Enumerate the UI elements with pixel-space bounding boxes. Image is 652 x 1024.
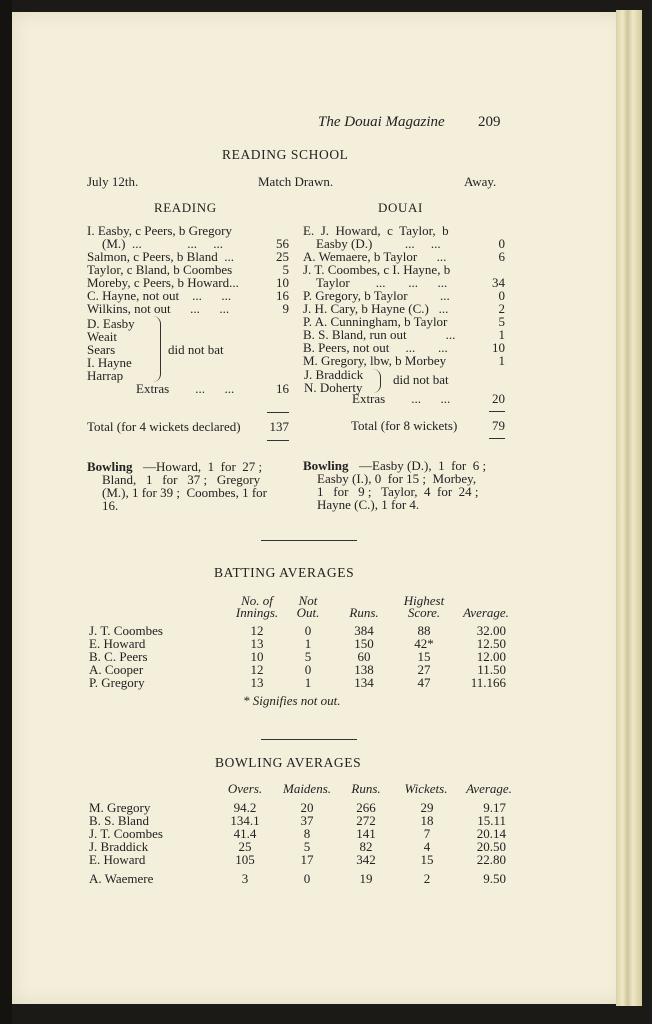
bowling-row-overs: 105 bbox=[235, 852, 255, 867]
reading-bowling-label: Bowling bbox=[87, 459, 133, 474]
douai-total-value: 79 bbox=[492, 418, 505, 433]
section-title: READING SCHOOL bbox=[222, 147, 349, 162]
batting-row-not-out: 5 bbox=[304, 649, 312, 664]
douai-batsman-line: B. Peers, not out ... ... bbox=[303, 340, 448, 355]
batting-row-runs: 150 bbox=[354, 636, 374, 651]
batting-row-innings: 13 bbox=[250, 675, 264, 690]
bowl-header-wickets: Wickets. bbox=[404, 781, 448, 796]
bowling-row-runs: 342 bbox=[356, 852, 376, 867]
douai-total-rule-top bbox=[489, 411, 505, 412]
douai-batsman-line: B. S. Bland, run out ... bbox=[303, 327, 456, 342]
bat-header-highest-2: Score. bbox=[407, 605, 441, 620]
bowling-row-wickets: 29 bbox=[420, 800, 434, 815]
bat-header-innings-1: No. of bbox=[241, 593, 273, 608]
batting-row-runs: 134 bbox=[354, 675, 374, 690]
bowling-row-wickets: 7 bbox=[423, 826, 431, 841]
douai-heading: DOUAI bbox=[378, 200, 423, 215]
bowling-row-maidens: 8 bbox=[303, 826, 311, 841]
bowling-row-maidens: 37 bbox=[300, 813, 314, 828]
douai-batsman-runs: 0 bbox=[498, 288, 505, 303]
douai-dnb-name-1: J. Braddick bbox=[304, 367, 364, 382]
reading-bowling-line-4: 16. bbox=[102, 498, 119, 513]
reading-batsman-line: I. Easby, c Peers, b Gregory bbox=[87, 223, 232, 238]
douai-bowling-label: Bowling bbox=[303, 458, 349, 473]
reading-bowling-line-2: Bland, 1 for 37 ; Gregory bbox=[102, 472, 261, 487]
douai-batsman-line: M. Gregory, lbw, b Morbey bbox=[303, 353, 447, 368]
bowling-row-maidens: 17 bbox=[300, 852, 314, 867]
section-divider-1 bbox=[261, 540, 357, 541]
reading-batsman-line: (M.) ... ... ... bbox=[102, 236, 223, 251]
reading-total-rule-top bbox=[267, 412, 289, 413]
douai-dnb-label: did not bat bbox=[393, 372, 449, 387]
bat-header-highest-1: Highest bbox=[403, 593, 445, 608]
batting-row-runs: 60 bbox=[357, 649, 371, 664]
douai-total-label: Total (for 8 wickets) bbox=[351, 418, 458, 433]
reading-dnb-name: Sears bbox=[87, 342, 116, 357]
reading-batsman-line: Moreby, c Peers, b Howard... bbox=[87, 275, 239, 290]
bat-header-runs: Runs. bbox=[349, 605, 379, 620]
bowling-row-runs: 19 bbox=[359, 871, 373, 886]
batting-row-name: J. T. Coombes bbox=[89, 623, 163, 638]
reading-batsman-runs: 16 bbox=[276, 288, 289, 303]
douai-total-rule-bottom bbox=[489, 438, 505, 439]
bat-header-average: Average. bbox=[463, 605, 509, 620]
batting-row-highest: 27 bbox=[417, 662, 431, 677]
reading-batsman-runs: 25 bbox=[276, 249, 289, 264]
reading-dnb-name: Harrap bbox=[87, 368, 124, 383]
batting-row-not-out: 0 bbox=[304, 623, 312, 638]
bowling-row-maidens: 5 bbox=[303, 839, 311, 854]
douai-batsman-line: J. T. Coombes, c I. Hayne, b bbox=[303, 262, 451, 277]
douai-bowling-line-4: Hayne (C.), 1 for 4. bbox=[317, 497, 420, 512]
bowling-row-name: E. Howard bbox=[89, 852, 146, 867]
batting-row-not-out: 1 bbox=[304, 675, 312, 690]
bowling-row-wickets: 18 bbox=[420, 813, 434, 828]
batting-row-runs: 384 bbox=[354, 623, 374, 638]
bowling-row-runs: 266 bbox=[356, 800, 376, 815]
batting-row-not-out: 1 bbox=[304, 636, 312, 651]
bat-header-notout-2: Out. bbox=[296, 605, 320, 620]
douai-batsman-line: P. A. Cunningham, b Taylor bbox=[303, 314, 448, 329]
reading-batsman-line: Salmon, c Peers, b Bland ... bbox=[87, 249, 234, 264]
reading-batsman-runs: 56 bbox=[276, 236, 289, 251]
douai-batsman-line: Easby (D.) ... ... bbox=[316, 236, 441, 251]
journal-title: The Douai Magazine bbox=[318, 114, 445, 130]
douai-batsman-line: Taylor ... ... ... bbox=[316, 275, 448, 290]
douai-batsman-runs: 10 bbox=[492, 340, 505, 355]
batting-row-name: A. Cooper bbox=[89, 662, 144, 677]
batting-row-innings: 12 bbox=[250, 662, 264, 677]
bowling-row-name: B. S. Bland bbox=[89, 813, 149, 828]
douai-bowling-line-3: 1 for 9 ; Taylor, 4 for 24 ; bbox=[317, 484, 479, 499]
bowling-row-name: J. Braddick bbox=[89, 839, 149, 854]
batting-row-innings: 13 bbox=[250, 636, 264, 651]
douai-batsman-line: P. Gregory, b Taylor ... bbox=[303, 288, 450, 303]
reading-batsman-line: C. Hayne, not out ... ... bbox=[87, 288, 232, 303]
bowling-row-name: J. T. Coombes bbox=[89, 826, 163, 841]
bowling-row-wickets: 15 bbox=[420, 852, 434, 867]
reading-batsman-line: Wilkins, not out ... ... bbox=[87, 301, 230, 316]
douai-batsman-runs: 1 bbox=[498, 327, 505, 342]
bowling-row-average: 20.50 bbox=[476, 839, 506, 854]
batting-row-highest: 47 bbox=[417, 675, 431, 690]
douai-bowling-line-2: Easby (I.), 0 for 15 ; Morbey, bbox=[317, 471, 477, 486]
douai-batsman-runs: 6 bbox=[498, 249, 505, 264]
reading-extras-value: 16 bbox=[276, 381, 289, 396]
batting-row-average: 32.00 bbox=[476, 623, 506, 638]
batting-row-name: P. Gregory bbox=[89, 675, 145, 690]
douai-batsman-runs: 5 bbox=[498, 314, 505, 329]
reading-batsman-runs: 9 bbox=[282, 301, 289, 316]
douai-dnb-brace bbox=[372, 369, 381, 393]
douai-batsman-line: E. J. Howard, c Taylor, b bbox=[303, 223, 449, 238]
bowling-row-runs: 141 bbox=[356, 826, 376, 841]
douai-bowling-line-1: —Easby (D.), 1 for 6 ; bbox=[359, 458, 487, 473]
bat-header-notout-1: Not bbox=[298, 593, 318, 608]
reading-bowling-line-3: (M.), 1 for 39 ; Coombes, 1 for bbox=[102, 485, 268, 500]
batting-row-innings: 10 bbox=[250, 649, 264, 664]
reading-dnb-name: Weait bbox=[87, 329, 117, 344]
bowling-row-runs: 272 bbox=[356, 813, 376, 828]
douai-batsman-runs: 1 bbox=[498, 353, 505, 368]
bowling-row-maidens: 20 bbox=[300, 800, 314, 815]
bowling-row-runs: 82 bbox=[359, 839, 373, 854]
reading-bowling-line-1: —Howard, 1 for 27 ; bbox=[143, 459, 263, 474]
match-result: Match Drawn. bbox=[258, 174, 334, 189]
reading-dnb-brace bbox=[152, 316, 161, 382]
reading-total-value: 137 bbox=[269, 419, 289, 434]
batting-row-average: 12.00 bbox=[476, 649, 506, 664]
bowling-row-overs: 25 bbox=[238, 839, 252, 854]
douai-batsman-line: J. H. Cary, b Hayne (C.) ... bbox=[303, 301, 449, 316]
reading-total-rule-bottom bbox=[267, 440, 289, 441]
batting-row-name: E. Howard bbox=[89, 636, 146, 651]
page-left-edge bbox=[0, 0, 12, 1024]
bowling-row-average: 15.11 bbox=[477, 813, 506, 828]
bowling-row-wickets: 4 bbox=[423, 839, 431, 854]
batting-row-average: 11.166 bbox=[470, 675, 506, 690]
douai-batsman-runs: 2 bbox=[498, 301, 505, 316]
reading-dnb-name: D. Easby bbox=[87, 316, 135, 331]
batting-row-innings: 12 bbox=[250, 623, 264, 638]
douai-dnb-name-2: N. Doherty bbox=[304, 380, 363, 395]
batting-row-runs: 138 bbox=[354, 662, 374, 677]
bowl-header-overs: Overs. bbox=[227, 781, 263, 796]
bowling-row-average: 9.17 bbox=[483, 800, 506, 815]
reading-batsman-runs: 5 bbox=[282, 262, 289, 277]
reading-dnb-name: I. Hayne bbox=[87, 355, 132, 370]
reading-batsman-runs: 10 bbox=[276, 275, 289, 290]
bowling-row-overs: 3 bbox=[241, 871, 249, 886]
reading-total-label: Total (for 4 wickets declared) bbox=[87, 419, 241, 434]
douai-extras-value: 20 bbox=[492, 391, 505, 406]
reading-heading: READING bbox=[154, 200, 217, 215]
batting-averages-title: BATTING AVERAGES bbox=[214, 565, 355, 580]
reading-dnb-label: did not bat bbox=[168, 342, 224, 357]
batting-row-average: 12.50 bbox=[476, 636, 506, 651]
batting-row-highest: 15 bbox=[417, 649, 431, 664]
douai-batsman-line: A. Wemaere, b Taylor ... bbox=[303, 249, 447, 264]
section-divider-2 bbox=[261, 739, 357, 740]
book-page-edges bbox=[616, 10, 642, 1006]
match-venue: Away. bbox=[464, 174, 497, 189]
bowling-averages-title: BOWLING AVERAGES bbox=[215, 755, 362, 770]
batting-footnote: * Signifies not out. bbox=[243, 693, 341, 708]
batting-row-name: B. C. Peers bbox=[89, 649, 148, 664]
bowling-row-overs: 41.4 bbox=[233, 826, 257, 841]
bowl-header-maidens: Maidens. bbox=[282, 781, 332, 796]
bowling-row-wickets: 2 bbox=[423, 871, 431, 886]
batting-row-highest: 42* bbox=[414, 636, 434, 651]
batting-row-highest: 88 bbox=[417, 623, 431, 638]
bowling-row-maidens: 0 bbox=[303, 871, 311, 886]
bowl-header-runs: Runs. bbox=[351, 781, 381, 796]
bowling-row-overs: 134.1 bbox=[230, 813, 260, 828]
reading-extras-label: Extras ... ... bbox=[136, 381, 235, 396]
page-number: 209 bbox=[478, 114, 501, 130]
batting-row-average: 11.50 bbox=[477, 662, 506, 677]
batting-row-not-out: 0 bbox=[304, 662, 312, 677]
bowling-row-overs: 94.2 bbox=[233, 800, 257, 815]
bowling-row-average: 20.14 bbox=[476, 826, 506, 841]
bowling-row-average: 9.50 bbox=[483, 871, 506, 886]
douai-extras-label: Extras ... ... bbox=[352, 391, 451, 406]
bowl-header-average: Average. bbox=[466, 781, 512, 796]
bowling-row-average: 22.80 bbox=[476, 852, 506, 867]
bowling-row-name: A. Waemere bbox=[89, 871, 154, 886]
douai-batsman-runs: 0 bbox=[498, 236, 505, 251]
match-date: July 12th. bbox=[87, 174, 139, 189]
douai-batsman-runs: 34 bbox=[492, 275, 505, 290]
bowling-row-name: M. Gregory bbox=[89, 800, 151, 815]
bat-header-innings-2: Innings. bbox=[235, 605, 279, 620]
reading-batsman-line: Taylor, c Bland, b Coombes bbox=[87, 262, 233, 277]
